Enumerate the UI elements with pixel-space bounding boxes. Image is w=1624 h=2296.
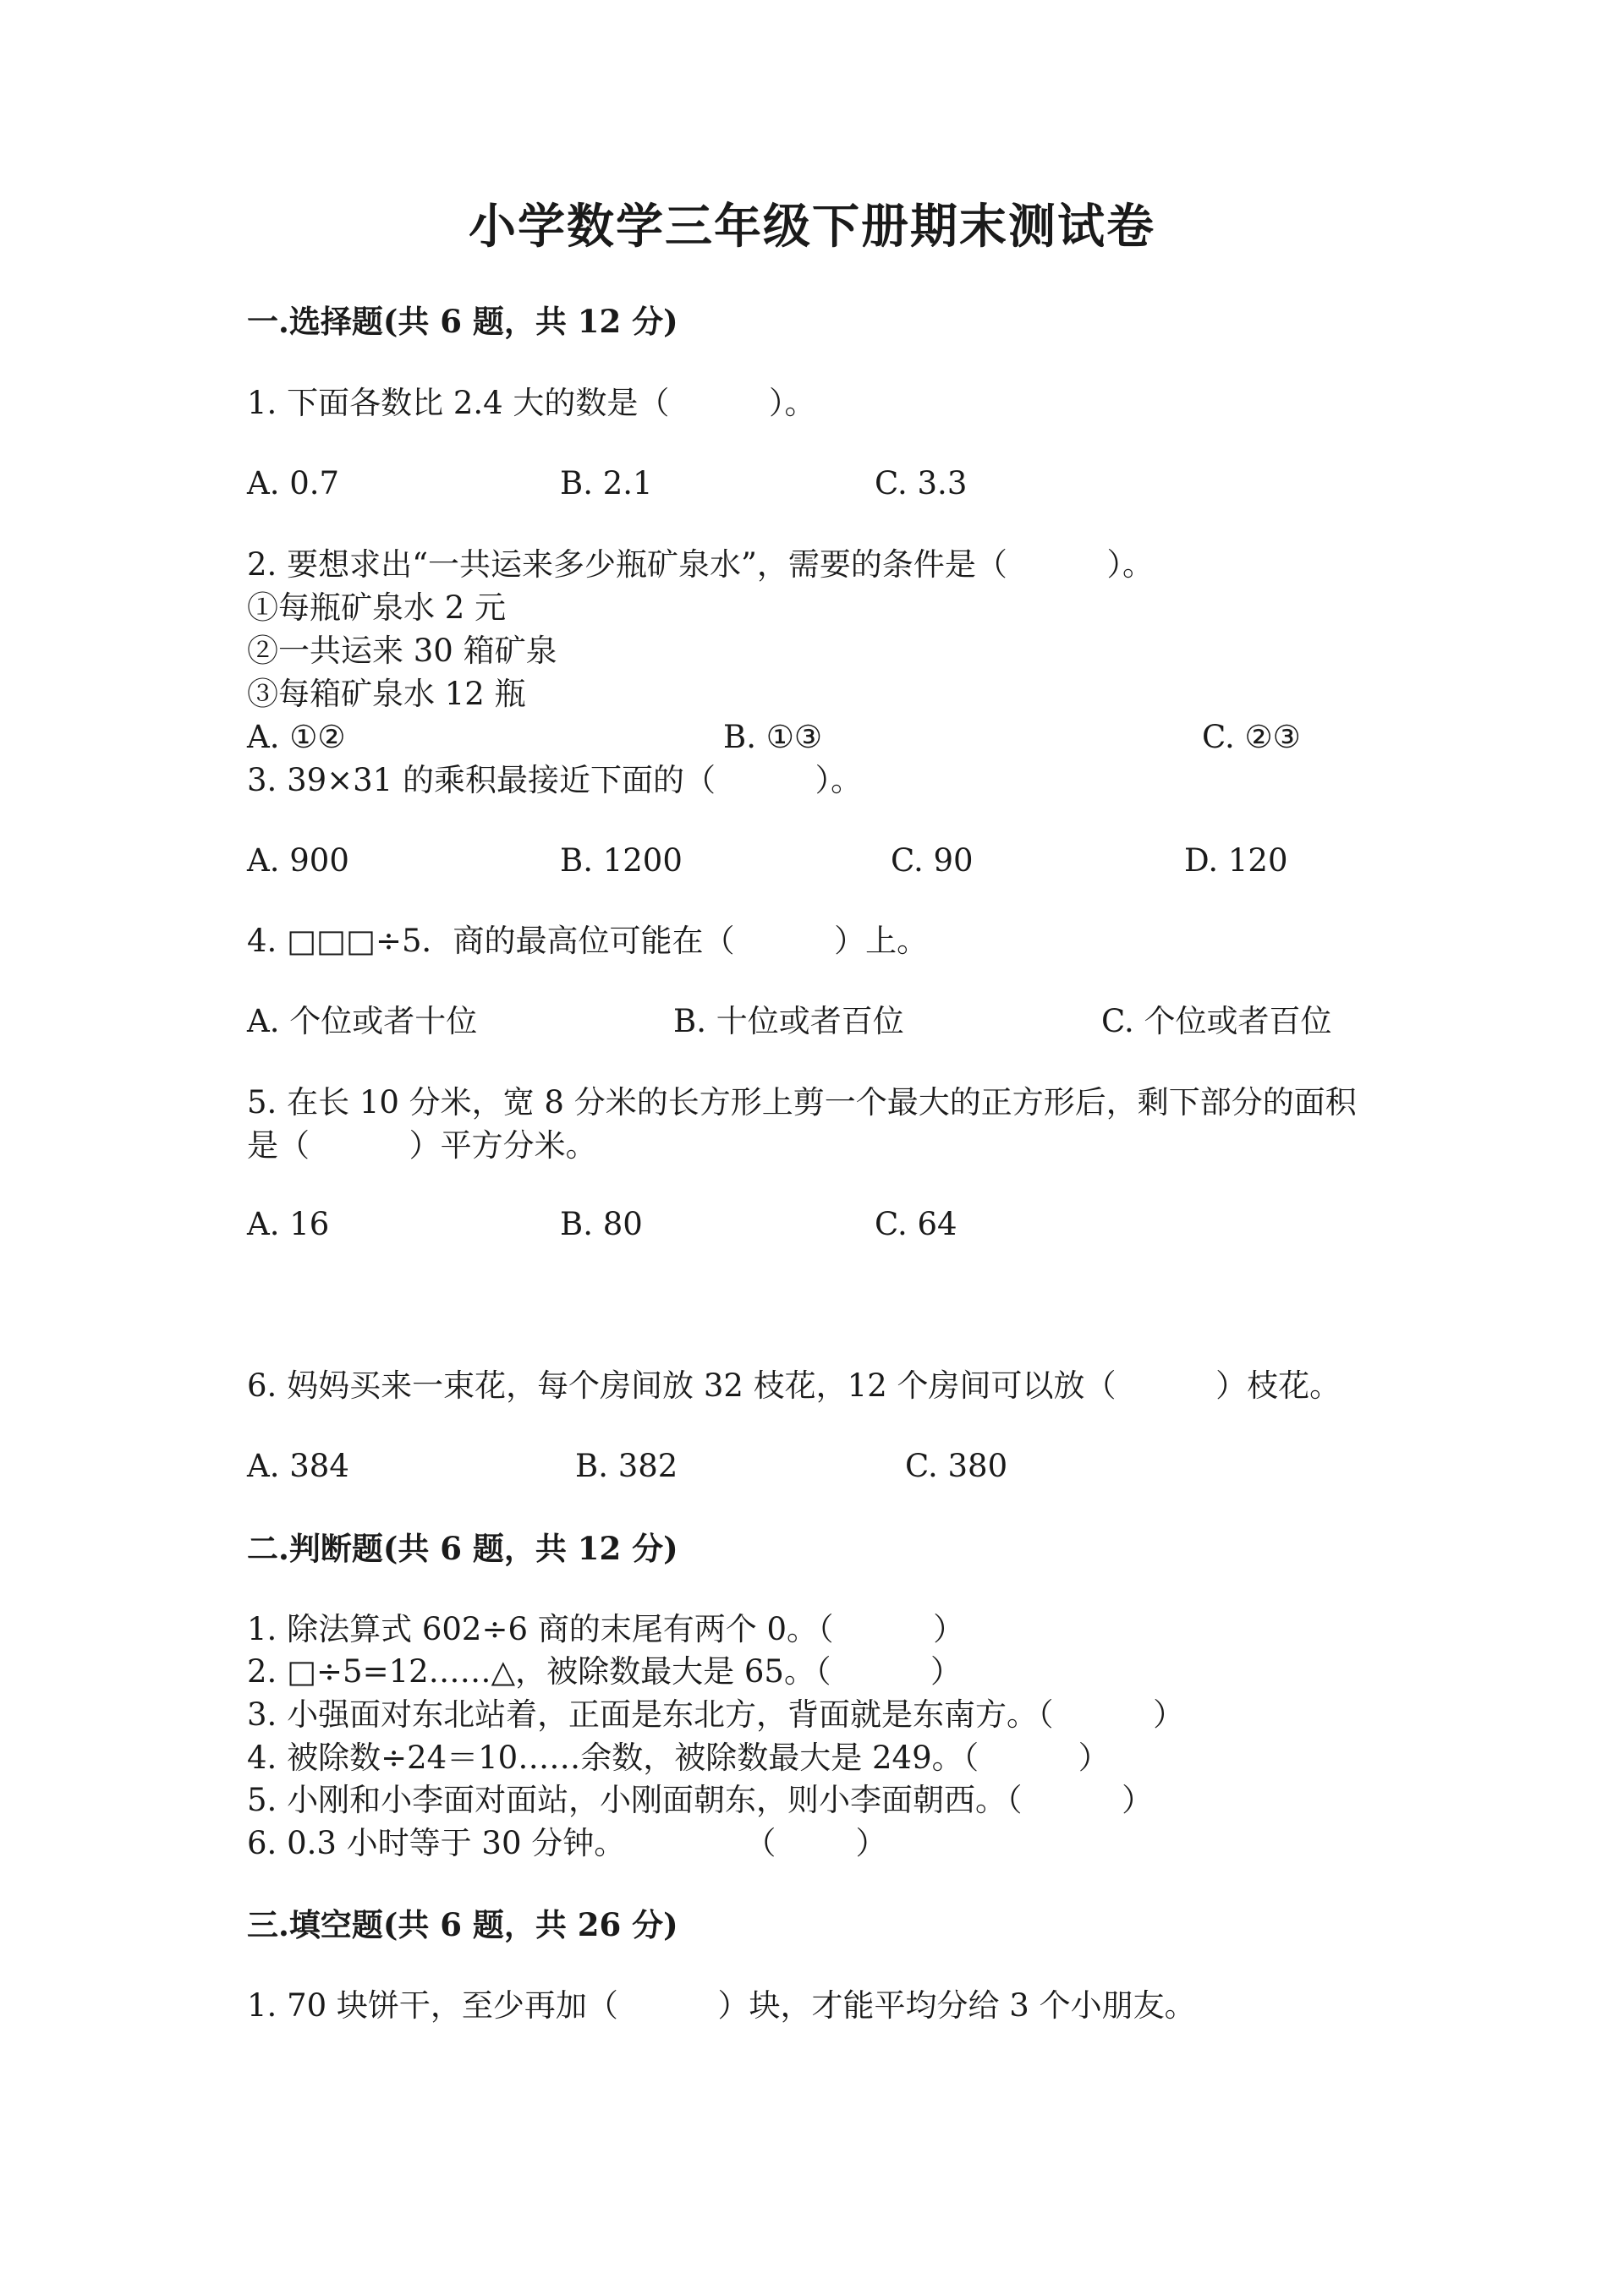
- option-c: C. 380: [905, 1448, 1008, 1484]
- option-b: B. 382: [575, 1448, 678, 1484]
- option-c: C. 个位或者百位: [1101, 1003, 1332, 1039]
- judgement-item: 1. 除法算式 602÷6 商的末尾有两个 0。（ ）: [247, 1611, 965, 1647]
- page-title: 小学数学三年级下册期末测试卷: [469, 199, 1155, 255]
- option-b: B. 80: [560, 1206, 643, 1242]
- question-stem: 4. □□□÷5．商的最高位可能在（ ）上。: [247, 923, 929, 959]
- condition-line: ①每瓶矿泉水 2 元: [247, 589, 507, 626]
- question-stem: 3. 39×31 的乘积最接近下面的（ ）。: [247, 762, 863, 798]
- option-c: C. 90: [891, 842, 974, 879]
- option-c: C. ②③: [1202, 719, 1301, 755]
- option-a: A. 384: [247, 1448, 349, 1484]
- option-c: C. 3.3: [875, 465, 968, 501]
- question-stem: 6. 妈妈买来一束花，每个房间放 32 枝花，12 个房间可以放（ ）枝花。: [247, 1367, 1341, 1404]
- option-b: B. 十位或者百位: [673, 1003, 904, 1039]
- section-heading-true-false: 二.判断题(共 6 题，共 12 分): [247, 1530, 678, 1567]
- judgement-item: 6. 0.3 小时等于 30 分钟。 （ ）: [247, 1825, 887, 1861]
- question-stem: 1. 下面各数比 2.4 大的数是（ ）。: [247, 385, 816, 421]
- option-c: C. 64: [875, 1206, 957, 1242]
- judgement-item: 2. □÷5=12……△，被除数最大是 65。（ ）: [247, 1653, 963, 1690]
- question-stem: 5. 在长 10 分米，宽 8 分米的长方形上剪一个最大的正方形后，剩下部分的面积: [247, 1084, 1357, 1121]
- option-a: A. ①②: [247, 719, 346, 755]
- option-b: B. ①③: [723, 719, 823, 755]
- section-heading-choice: 一.选择题(共 6 题，共 12 分): [247, 303, 678, 340]
- question-stem: 2. 要想求出“一共运来多少瓶矿泉水”，需要的条件是（ ）。: [247, 546, 1155, 583]
- option-d: D. 120: [1184, 842, 1288, 879]
- option-b: B. 1200: [560, 842, 683, 879]
- condition-line: ②一共运来 30 箱矿泉: [247, 633, 557, 669]
- option-a: A. 个位或者十位: [247, 1003, 478, 1039]
- judgement-item: 4. 被除数÷24＝10……余数，被除数最大是 249。（ ）: [247, 1740, 1110, 1776]
- option-a: A. 900: [247, 842, 349, 879]
- judgement-item: 5. 小刚和小李面对面站，小刚面朝东，则小李面朝西。（ ）: [247, 1782, 1154, 1818]
- judgement-item: 3. 小强面对东北站着，正面是东北方，背面就是东南方。（ ）: [247, 1696, 1185, 1733]
- option-a: A. 16: [247, 1206, 330, 1242]
- option-a: A. 0.7: [247, 465, 340, 501]
- section-heading-fill-blank: 三.填空题(共 6 题，共 26 分): [247, 1906, 678, 1943]
- fill-blank-item: 1. 70 块饼干，至少再加（ ）块，才能平均分给 3 个小朋友。: [247, 1987, 1196, 2024]
- option-b: B. 2.1: [560, 465, 653, 501]
- question-stem-cont: 是（ ）平方分米。: [247, 1127, 597, 1164]
- condition-line: ③每箱矿泉水 12 瓶: [247, 676, 526, 712]
